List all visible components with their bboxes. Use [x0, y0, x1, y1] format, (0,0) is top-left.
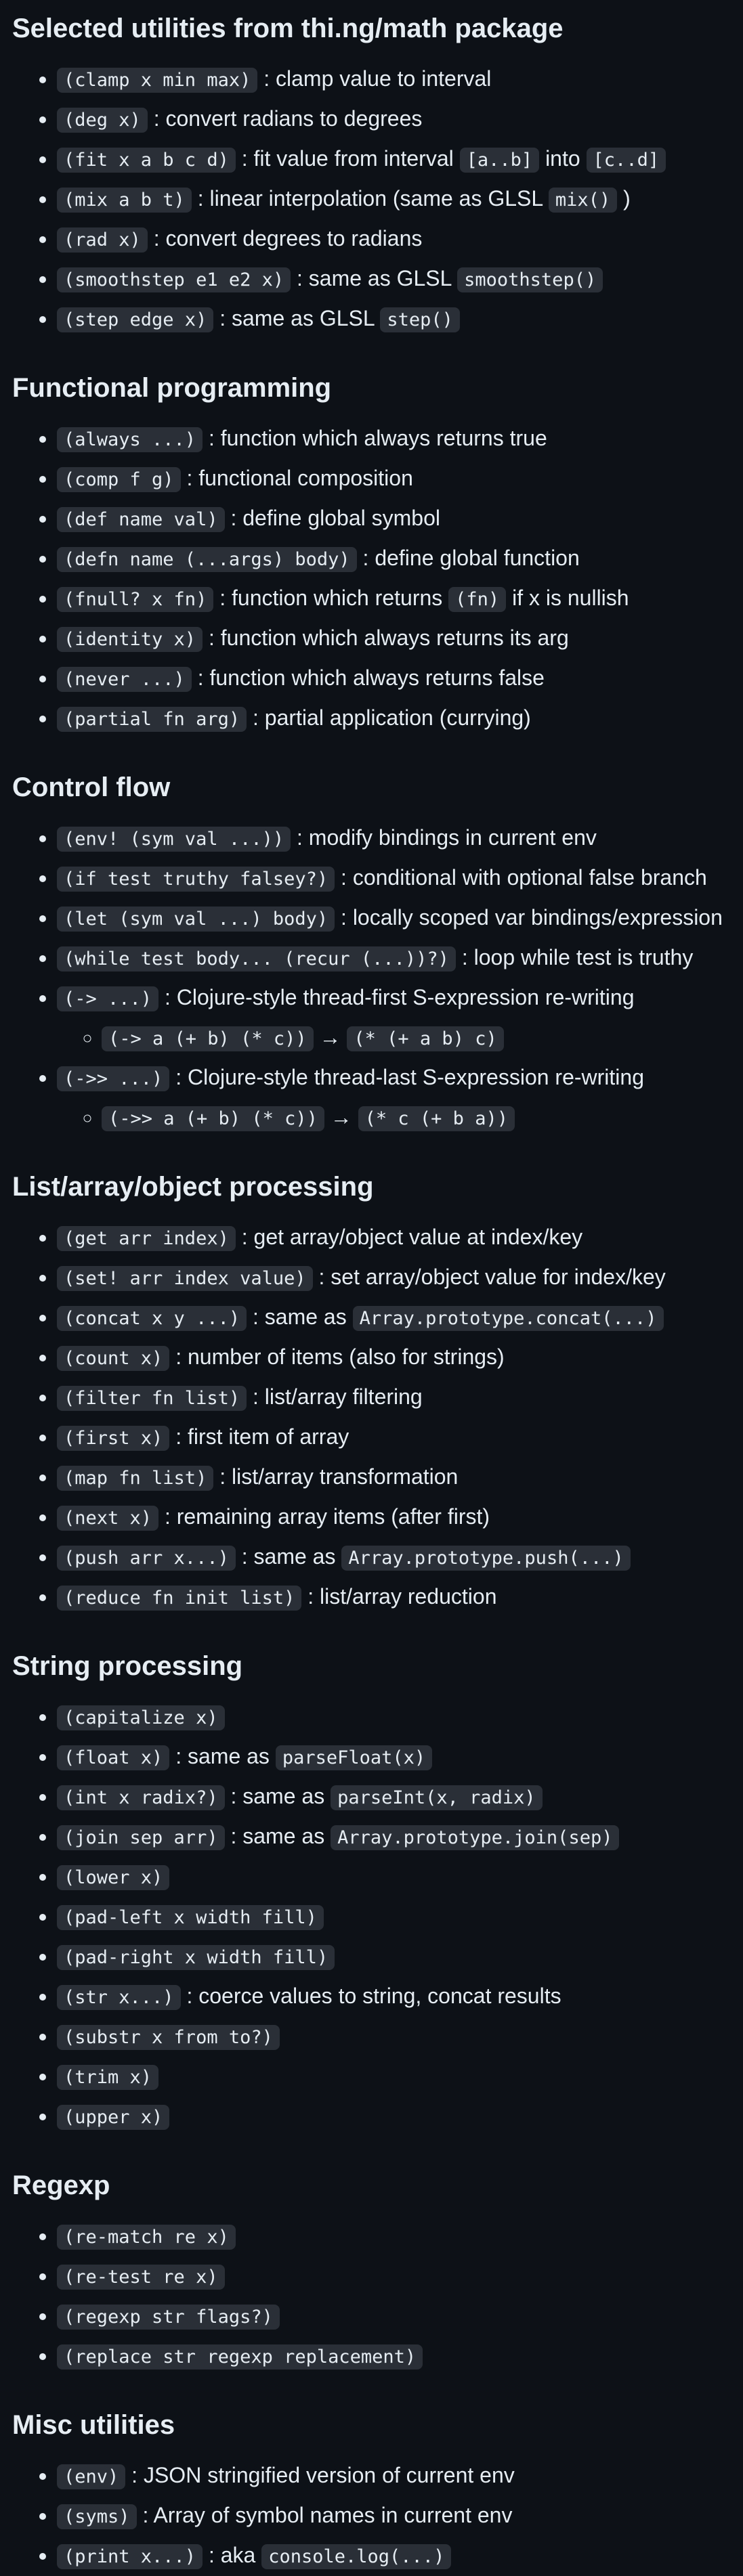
inline-code: (int x radix?) [57, 1785, 225, 1810]
item-description: : fit value from interval [235, 146, 460, 171]
inline-code: Array.prototype.concat(...) [353, 1306, 664, 1331]
inline-code: (defn name (...args) body) [57, 547, 357, 572]
doc-section [12, 2164, 743, 2376]
inline-code: (print x...) [57, 2544, 203, 2569]
inline-code: (next x) [57, 1506, 158, 1531]
inline-code: (float x) [57, 1745, 169, 1770]
list-item [57, 1897, 743, 1937]
list-item [57, 2496, 743, 2536]
inline-code: (join sep arr) [57, 1825, 225, 1850]
list-item [57, 1537, 743, 1577]
item-description: : list/array transformation [213, 1464, 459, 1489]
inline-code: (smoothstep e1 e2 x) [57, 267, 291, 292]
inline-code: (syms) [57, 2504, 137, 2529]
inline-code: (trim x) [57, 2065, 158, 2090]
list-item [57, 1378, 743, 1418]
inline-code: parseFloat(x) [276, 1745, 432, 1770]
list-item [57, 1498, 743, 1537]
item-description: : function which always returns false [191, 665, 545, 690]
item-description: : modify bindings in current env [291, 825, 597, 850]
list-item [57, 259, 743, 299]
inline-code: (deg x) [57, 108, 148, 133]
list-item [57, 1218, 743, 1258]
list-item [57, 818, 743, 858]
function-list [12, 2456, 743, 2576]
inline-code: (partial fn arg) [57, 707, 247, 732]
list-item [57, 1418, 743, 1458]
item-description: : same as [224, 1784, 331, 1808]
item-description: : define global function [356, 546, 580, 570]
list-item [57, 1817, 743, 1857]
function-list [12, 1697, 743, 2137]
list-item [57, 2097, 743, 2137]
item-description: : same as GLSL [291, 266, 458, 290]
inline-code: (str x...) [57, 1985, 181, 2010]
list-item [57, 2017, 743, 2057]
list-item [57, 619, 743, 659]
inline-code: (push arr x...) [57, 1546, 236, 1571]
item-description: → [313, 1025, 347, 1049]
inline-code: (-> a (+ b) (* c)) [102, 1026, 314, 1051]
list-item [57, 219, 743, 259]
inline-code: (fn) [448, 587, 506, 612]
inline-code: (fnull? x fn) [57, 587, 213, 612]
inline-code: (if test truthy falsey?) [57, 867, 335, 892]
inline-code: (upper x) [57, 2105, 169, 2130]
inline-code: console.log(...) [261, 2544, 451, 2569]
doc-section [12, 766, 743, 1138]
inline-code: (re-match re x) [57, 2225, 236, 2250]
inline-code: (regexp str flags?) [57, 2305, 280, 2330]
list-item [57, 1777, 743, 1817]
list-item [57, 858, 743, 898]
inline-code: [a..b] [460, 148, 540, 173]
inline-code: smoothstep() [457, 267, 603, 292]
item-description: : list/array reduction [301, 1584, 497, 1609]
item-description: : first item of array [169, 1424, 349, 1449]
inline-code: (->> ...) [57, 1066, 169, 1091]
list-item [57, 2256, 743, 2296]
list-item [57, 60, 743, 100]
inline-code: (comp f g) [57, 467, 181, 492]
inline-code: (substr x from to?) [57, 2025, 280, 2050]
item-description: : same as GLSL [213, 306, 381, 330]
inline-code: Array.prototype.join(sep) [331, 1825, 619, 1850]
inline-code: (re-test re x) [57, 2265, 225, 2290]
item-description: : function which always returns true [203, 426, 547, 450]
section-heading: Selected utilities from thi.ng/math package [12, 14, 564, 43]
function-list [12, 60, 743, 339]
section-heading: Misc utilities [12, 2410, 175, 2440]
section-heading: Regexp [12, 2170, 110, 2200]
list-item [57, 1258, 743, 1298]
inline-code: (capitalize x) [57, 1705, 225, 1730]
list-item [57, 898, 743, 938]
item-description: : remaining array items (after first) [158, 1504, 490, 1529]
inline-code: (set! arr index value) [57, 1266, 313, 1291]
inline-code: (while test body... (recur (...))?) [57, 946, 456, 972]
item-description: : partial application (currying) [247, 705, 531, 730]
list-item [57, 659, 743, 699]
inline-code: (map fn list) [57, 1466, 213, 1491]
section-heading: Functional programming [12, 373, 332, 403]
list-item [57, 1058, 743, 1138]
inline-code: (first x) [57, 1426, 169, 1451]
item-description: : functional composition [180, 466, 413, 490]
sub-list [57, 1018, 743, 1058]
list-item [57, 2456, 743, 2496]
list-item [57, 1857, 743, 1897]
item-description: : list/array filtering [247, 1384, 423, 1409]
list-item [57, 1737, 743, 1777]
inline-code: (pad-right x width fill) [57, 1945, 335, 1970]
list-item [57, 1937, 743, 1977]
item-description: : function which returns [213, 586, 449, 610]
inline-code: (never ...) [57, 667, 192, 692]
inline-code: (replace str regexp replacement) [57, 2344, 423, 2370]
item-description: : coerce values to string, concat results [180, 1984, 561, 2008]
item-description: : set array/object value for index/key [312, 1265, 666, 1289]
item-description: : clamp value to interval [257, 66, 492, 91]
list-item [57, 419, 743, 459]
inline-code: (lower x) [57, 1865, 169, 1890]
item-description: : same as [235, 1544, 342, 1569]
inline-code: parseInt(x, radix) [331, 1785, 543, 1810]
item-description: → [324, 1105, 358, 1129]
inline-code: [c..d] [587, 148, 666, 173]
inline-code: (fit x a b c d) [57, 148, 236, 173]
inline-code: (* c (+ b a)) [358, 1106, 515, 1131]
inline-code: (rad x) [57, 227, 148, 253]
item-description: : convert radians to degrees [147, 106, 423, 131]
item-description: : number of items (also for strings) [169, 1345, 505, 1369]
inline-code: mix() [549, 188, 617, 213]
function-list [12, 419, 743, 739]
doc-section [12, 366, 743, 739]
list-item [57, 539, 743, 579]
inline-code: (pad-left x width fill) [57, 1905, 324, 1930]
list-item [57, 179, 743, 219]
list-item [57, 699, 743, 739]
list-item [57, 299, 743, 339]
item-description: : Array of symbol names in current env [136, 2503, 513, 2527]
item-description: : convert degrees to radians [147, 226, 423, 250]
inline-code: (let (sym val ...) body) [57, 907, 335, 932]
item-description: : aka [203, 2543, 262, 2567]
inline-code: (reduce fn init list) [57, 1586, 301, 1611]
doc-section [12, 1644, 743, 2137]
inline-code: (env) [57, 2464, 125, 2489]
item-description: if x is nullish [506, 586, 629, 610]
item-description: : same as [169, 1744, 276, 1768]
item-description: : get array/object value at index/key [235, 1225, 583, 1249]
item-description: : define global symbol [224, 506, 440, 530]
list-item [57, 1577, 743, 1617]
inline-code: (* (+ a b) c) [347, 1026, 503, 1051]
doc-section [12, 1165, 743, 1617]
inline-code: (count x) [57, 1346, 169, 1371]
item-description: : Clojure-style thread-first S-expression re-writing [158, 985, 635, 1009]
doc-section [12, 2403, 743, 2576]
item-description: : locally scoped var bindings/expression [335, 905, 723, 930]
item-description: : Clojure-style thread-last S-expression re-writing [169, 1065, 644, 1089]
section-heading: List/array/object processing [12, 1172, 374, 1202]
list-item [57, 1697, 743, 1737]
item-description: : same as [247, 1305, 353, 1329]
inline-code: (->> a (+ b) (* c)) [102, 1106, 324, 1131]
list-item [57, 2336, 743, 2376]
list-item [57, 139, 743, 179]
list-item [57, 459, 743, 499]
list-item [57, 100, 743, 139]
item-description: : linear interpolation (same as GLSL [191, 186, 549, 211]
function-list [12, 818, 743, 1138]
list-item [57, 978, 743, 1058]
item-description: : JSON stringified version of current env [125, 2463, 515, 2487]
inline-code: (concat x y ...) [57, 1306, 247, 1331]
item-description: : conditional with optional false branch [335, 865, 707, 890]
list-item [57, 2296, 743, 2336]
list-item [57, 2217, 743, 2256]
list-item [57, 1338, 743, 1378]
inline-code: (always ...) [57, 427, 203, 452]
doc-section [12, 7, 743, 339]
inline-code: (-> ...) [57, 986, 158, 1011]
sub-list-item [102, 1098, 743, 1138]
item-description: : same as [224, 1824, 331, 1848]
list-item [57, 499, 743, 539]
list-item [57, 1458, 743, 1498]
section-heading: String processing [12, 1651, 243, 1681]
inline-code: (get arr index) [57, 1226, 236, 1251]
inline-code: (filter fn list) [57, 1386, 247, 1411]
inline-code: (identity x) [57, 627, 203, 652]
section-heading: Control flow [12, 772, 171, 802]
inline-code: (clamp x min max) [57, 68, 257, 93]
inline-code: (def name val) [57, 507, 225, 532]
sub-list [57, 1098, 743, 1138]
function-list [12, 1218, 743, 1617]
list-item [57, 579, 743, 619]
inline-code: Array.prototype.push(...) [341, 1546, 630, 1571]
function-list [12, 2217, 743, 2376]
inline-code: (env! (sym val ...)) [57, 827, 291, 852]
item-description: : loop while test is truthy [455, 945, 694, 969]
inline-code: step() [380, 307, 460, 332]
list-item [57, 1298, 743, 1338]
list-item [57, 938, 743, 978]
item-description: ) [617, 186, 631, 211]
inline-code: (mix a b t) [57, 188, 192, 213]
list-item [57, 1977, 743, 2017]
item-description: into [539, 146, 587, 171]
list-item [57, 2057, 743, 2097]
sub-list-item [102, 1018, 743, 1058]
item-description: : function which always returns its arg [203, 626, 569, 650]
list-item [57, 2536, 743, 2576]
inline-code: (step edge x) [57, 307, 213, 332]
